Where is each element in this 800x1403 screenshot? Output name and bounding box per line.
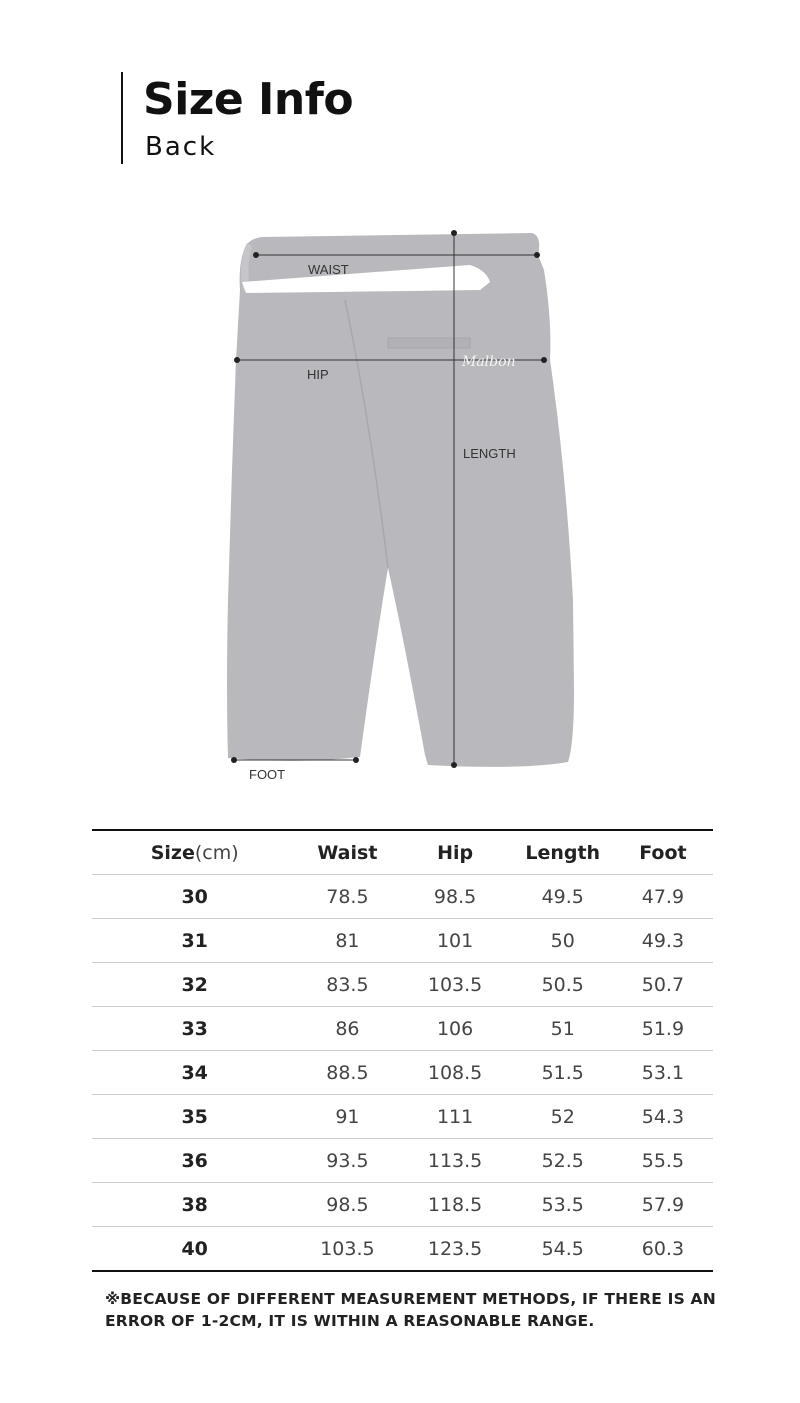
waist-cell: 83.5	[297, 963, 397, 1007]
waist-label: WAIST	[308, 262, 349, 277]
foot-cell: 49.3	[613, 919, 713, 963]
hip-label: HIP	[307, 367, 329, 382]
waist-cell: 86	[297, 1007, 397, 1051]
table-row	[92, 1227, 713, 1272]
table-row	[92, 1051, 713, 1095]
hip-cell: 111	[397, 1095, 512, 1139]
foot-cell: 47.9	[613, 875, 713, 919]
foot-label: FOOT	[249, 767, 286, 782]
length-cell: 51.5	[513, 1051, 613, 1095]
table-row	[92, 919, 713, 963]
foot-cell: 54.3	[613, 1095, 713, 1139]
hip-cell: 118.5	[397, 1183, 512, 1227]
hip-cell: 101	[397, 919, 512, 963]
size-cell: 32	[92, 963, 297, 1007]
size-cell: 35	[92, 1095, 297, 1139]
table-row	[92, 1139, 713, 1183]
length-cell: 49.5	[513, 875, 613, 919]
foot-cell: 53.1	[613, 1051, 713, 1095]
table-row	[92, 875, 713, 919]
shorts-body	[227, 233, 574, 767]
length-cell: 54.5	[541, 1237, 584, 1260]
size-cell: 30	[92, 875, 297, 919]
foot-cell: 55.5	[613, 1139, 713, 1183]
measurement-note: ※BECAUSE OF DIFFERENT MEASUREMENT METHODS, IF THERE IS AN ERROR OF 1-2CM, IT IS WITHIN A REASONABLE RANGE.	[105, 1290, 716, 1330]
table-row	[92, 1183, 713, 1227]
waist-cell: 91	[297, 1095, 397, 1139]
size-chart-table	[92, 829, 713, 1272]
size-header	[92, 830, 297, 875]
waist-header: Waist	[297, 830, 397, 875]
length-cell: 50	[513, 919, 613, 963]
table-row	[92, 963, 713, 1007]
table-header-row	[92, 830, 713, 875]
back-pocket	[388, 338, 470, 348]
brand-mark: Malbon	[462, 354, 516, 370]
foot-cell: 50.7	[613, 963, 713, 1007]
foot-header: Foot	[613, 830, 713, 875]
size-header-label: Size	[150, 841, 195, 864]
page-title: Size Info	[143, 74, 354, 125]
size-cell: 40	[181, 1237, 208, 1260]
size-cell: 33	[92, 1007, 297, 1051]
size-cell: 31	[92, 919, 297, 963]
waist-cell: 78.5	[297, 875, 397, 919]
length-cell: 53.5	[513, 1183, 613, 1227]
size-cell: 34	[92, 1051, 297, 1095]
size-cell: 36	[92, 1139, 297, 1183]
waist-cell: 98.5	[297, 1183, 397, 1227]
hip-cell: 123.5	[427, 1237, 483, 1260]
size-unit: (cm)	[194, 841, 239, 864]
length-cell: 50.5	[513, 963, 613, 1007]
hip-cell: 113.5	[397, 1139, 512, 1183]
foot-cell: 51.9	[613, 1007, 713, 1051]
hip-header: Hip	[397, 830, 512, 875]
hip-cell: 108.5	[397, 1051, 512, 1095]
table-row	[92, 1007, 713, 1051]
waist-cell: 81	[297, 919, 397, 963]
waist-cell: 88.5	[297, 1051, 397, 1095]
length-cell: 52	[513, 1095, 613, 1139]
length-cell: 51	[513, 1007, 613, 1051]
length-cell: 52.5	[513, 1139, 613, 1183]
hip-cell: 103.5	[397, 963, 512, 1007]
waist-cell: 93.5	[297, 1139, 397, 1183]
page-subtitle: Back	[145, 132, 217, 162]
foot-cell: 60.3	[641, 1237, 685, 1260]
hip-cell: 98.5	[397, 875, 512, 919]
foot-cell: 57.9	[613, 1183, 713, 1227]
length-header: Length	[513, 830, 613, 875]
size-cell: 38	[92, 1183, 297, 1227]
table-row	[92, 1095, 713, 1139]
length-label: LENGTH	[463, 446, 516, 461]
hip-cell: 106	[397, 1007, 512, 1051]
waist-cell: 103.5	[320, 1237, 375, 1260]
